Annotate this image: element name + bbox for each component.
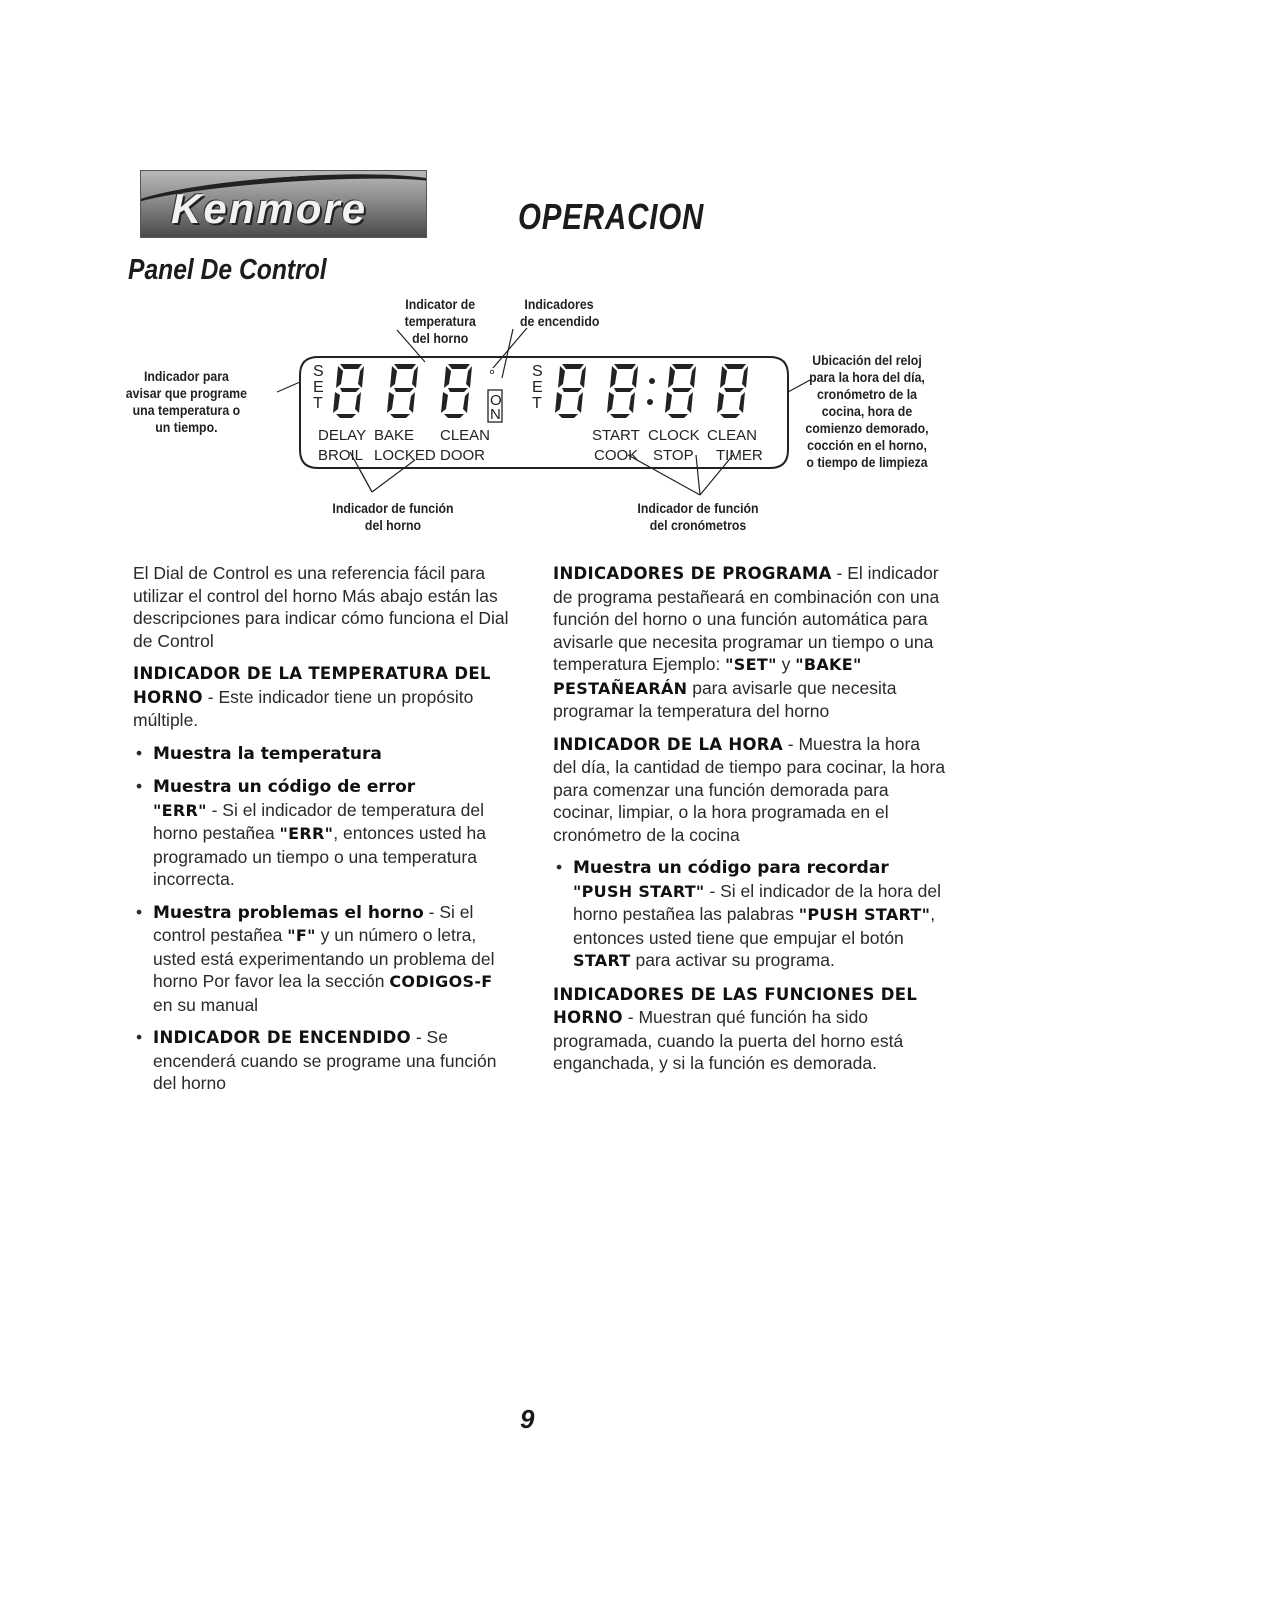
bullet-text: para activar su programa.: [630, 950, 835, 970]
pointer-lines: [277, 328, 810, 495]
label-line: del cronómetros: [649, 517, 747, 533]
function-indicator-paragraph: [553, 983, 948, 1075]
label-line: o tiempo de limpieza: [806, 454, 928, 470]
bullet-title: Muestra un código de error: [153, 777, 416, 797]
lcd-left-set-t: T: [313, 395, 323, 412]
left-column: [133, 562, 513, 1105]
label-line: Indicator de temperatura: [404, 296, 476, 329]
bullet-title: Muestra la temperatura: [153, 743, 382, 764]
label-line: del horno: [412, 330, 469, 346]
lcd-right-digits: [555, 364, 748, 418]
bullet-oven-problems: [133, 901, 513, 1017]
lcd-right-row2-a: COOK: [594, 447, 639, 464]
on-indicator-o: O: [490, 392, 502, 409]
lcd-right-row2-b: STOP: [653, 447, 694, 464]
bullet-text: en su manual: [153, 994, 259, 1015]
lcd-left-row1-a: DELAY: [318, 427, 367, 444]
label-line: de encendido: [520, 313, 600, 329]
label-line: un tiempo.: [155, 419, 218, 435]
label-line: una temperatura o: [132, 402, 241, 418]
lcd-right-row1-a: START: [592, 427, 640, 444]
bullet-title: Muestra un código para recordar: [573, 858, 889, 878]
lcd-left-row1-b: BAKE: [374, 427, 415, 444]
bullet-text: , entonces usted ha programado un tiempo o una temperatura incorrecta.: [153, 823, 486, 889]
label-line: cocina, hora de: [821, 403, 913, 419]
on-indicator-n: N: [490, 406, 501, 423]
bullet-text: - Si el indicador de la hora del horno pestañea las palabras: [573, 880, 941, 924]
lcd-right-set-t: T: [532, 395, 542, 412]
lcd-left-row2-c: DOOR: [440, 447, 485, 464]
label-line: Indicadores: [524, 296, 594, 312]
code-err: "ERR": [279, 824, 334, 843]
bullet-dot-icon: •: [136, 901, 143, 922]
lcd-left-set-s: S: [313, 363, 324, 380]
lcd-right-set: [532, 363, 543, 412]
label-line: cronómetro de la: [817, 386, 917, 402]
lcd-right-row1-b: CLOCK: [648, 427, 700, 444]
bullet-dot-icon: •: [136, 742, 143, 763]
right-column: [553, 562, 948, 1085]
code-err: "ERR": [153, 800, 207, 820]
program-text: para avisarle que necesita programar la temperatura del horno: [553, 677, 897, 721]
code-bake: "BAKE": [795, 655, 862, 674]
code-f-section: CODIGOS-F: [389, 972, 493, 991]
label-line: avisar que programe: [125, 385, 247, 401]
code-push-start: "PUSH START": [798, 905, 931, 924]
logo-text: Kenmore: [171, 185, 368, 232]
bullet-title: INDICADOR DE ENCENDIDO: [153, 1028, 411, 1047]
bullet-text: - Se encenderá cuando se programe una función del horno: [153, 1027, 497, 1093]
bullet-text: - Si el control pestañea: [153, 901, 474, 945]
lcd-right-set-s: S: [532, 363, 543, 380]
lcd-right-set-e: E: [532, 379, 543, 396]
hour-indicator-paragraph: [553, 733, 948, 847]
code-set: "SET": [725, 655, 777, 674]
page-number: 9: [520, 1404, 535, 1434]
bullet-text: - Si el indicador de temperatura del horno pestañea: [153, 799, 484, 843]
code-start: START: [573, 951, 631, 970]
page-title: OPERACION: [518, 196, 705, 237]
label-line: Indicador de función: [637, 500, 759, 516]
hour-indicator-heading: INDICADOR DE LA HORA: [553, 734, 783, 754]
code-push-start: "PUSH START": [573, 881, 705, 901]
lcd-left-row1-c: CLEAN: [440, 427, 491, 444]
bullet-on-indicator: [133, 1026, 513, 1095]
lcd-right-row1-c: CLEAN: [707, 427, 758, 444]
temp-indicator-text: - Este indicador tiene un propósito múltiple.: [133, 686, 474, 730]
label-line: Ubicación del reloj: [812, 352, 922, 368]
bullet-title: Muestra problemas el horno: [153, 902, 424, 923]
program-text: y: [776, 654, 796, 674]
label-line: para la hora del día,: [809, 369, 925, 385]
hour-text: - Muestra la hora del día, la cantidad de tiempo para cocinar, la hora para comenzar una función demorada para cocinar, limpiar, o la hora programada en el cronómetro de la cocina: [553, 733, 946, 845]
lcd-left-set: [313, 363, 324, 412]
label-line: Indicador para: [143, 368, 229, 384]
function-indicator-heading: INDICADORES DE LAS FUNCIONES DEL HORNO: [553, 984, 918, 1027]
function-text: - Muestran qué función ha sido programada, cuando la puerta del horno está enganchada, y si la función es demorada.: [553, 1007, 904, 1073]
control-panel-diagram: [0, 0, 1269, 560]
bullet-reminder-code: [553, 856, 948, 973]
lcd-left-digits: [333, 364, 472, 418]
bullet-dot-icon: •: [136, 776, 143, 796]
lcd-left-row2-b: LOCKED: [374, 447, 436, 464]
label-line: del horno: [364, 517, 422, 533]
bullet-text: , entonces usted tiene que empujar el botón: [573, 904, 936, 948]
temp-indicator-heading: INDICADOR DE LA TEMPERATURA DEL HORNO: [133, 664, 491, 707]
lcd-right-row2-c: TIMER: [716, 447, 763, 464]
bullet-temperature: [133, 742, 513, 766]
label-line: comienzo demorado,: [805, 420, 929, 436]
flash-word: PESTAÑEARÁN: [553, 678, 688, 698]
label-line: Indicador de función: [332, 500, 454, 516]
bullet-dot-icon: •: [136, 1027, 143, 1047]
bullet-error-code: [133, 775, 513, 891]
section-title: Panel De Control: [128, 254, 327, 286]
temp-indicator-paragraph: [133, 662, 513, 732]
lcd-left-set-e: E: [313, 379, 324, 396]
lcd-left-row2-a: BROIL: [318, 447, 364, 464]
program-indicator-heading: INDICADORES DE PROGRAMA: [553, 564, 832, 583]
bullet-text: y un número o letra, usted está experimentando un problema del horno Por favor lea la sección: [153, 925, 495, 991]
code-f: "F": [287, 926, 316, 945]
intro-paragraph: El Dial de Control es una referencia fácil para utilizar el control del horno Más abajo están las descripciones para indicar cómo funciona el Dial de Control: [133, 563, 509, 651]
degree-symbol: °: [489, 367, 495, 384]
program-text: - El indicador de programa pestañeará en combinación con una función del horno o una función automática para avisarle que necesita programar un tiempo o una temperatura Ejemplo:: [553, 563, 940, 674]
label-line: cocción en el horno,: [807, 437, 927, 453]
program-indicator-paragraph: [553, 562, 948, 723]
bullet-dot-icon: •: [556, 857, 563, 877]
